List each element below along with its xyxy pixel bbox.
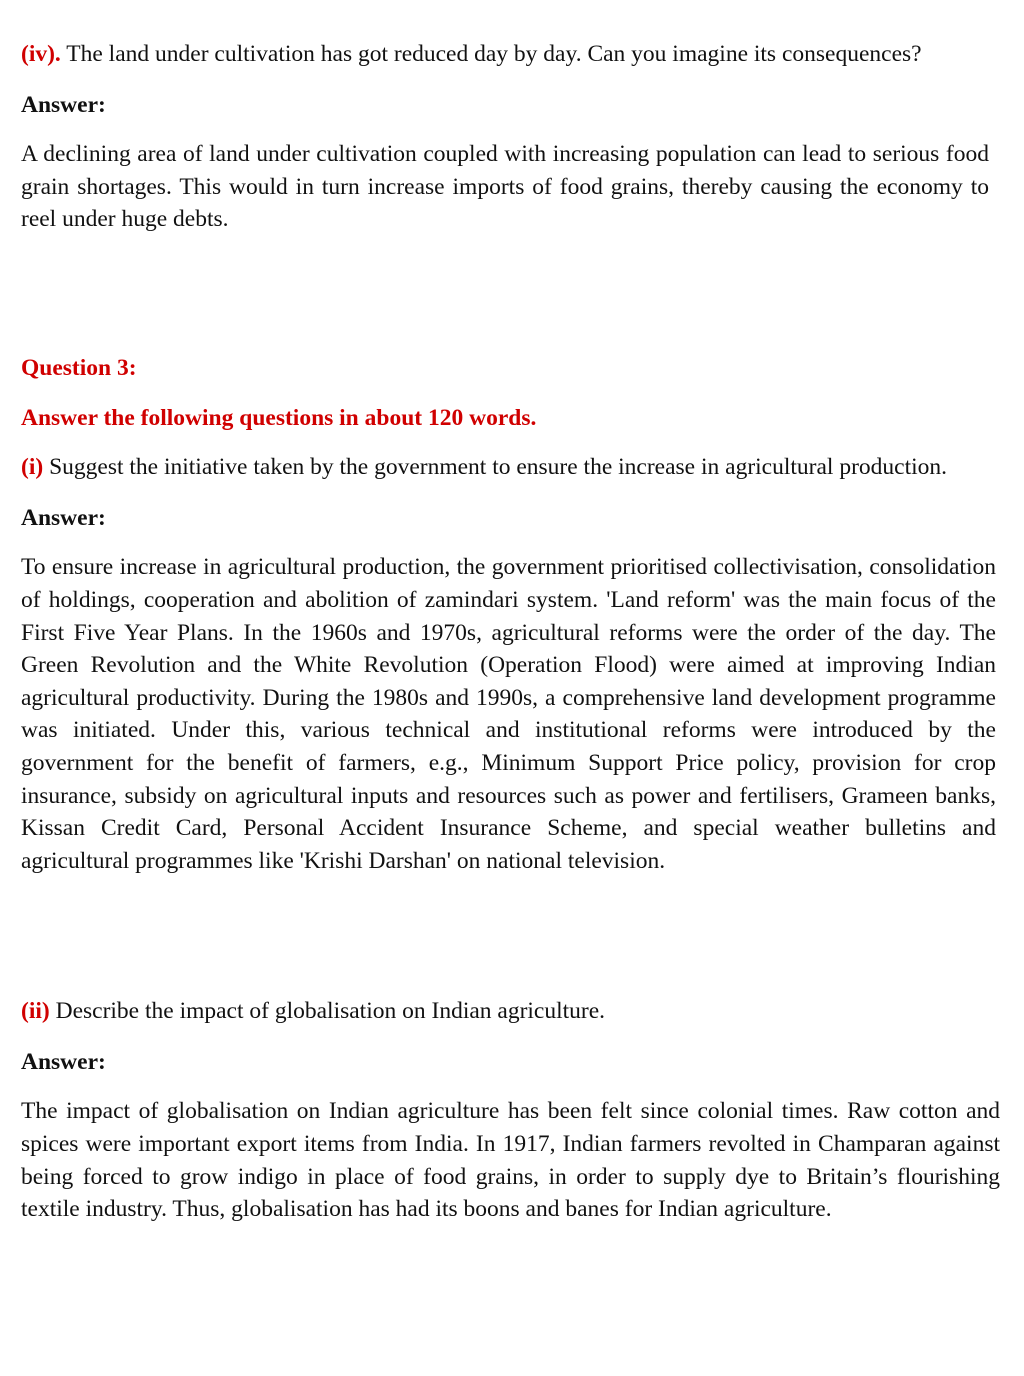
question-number: (iv). <box>21 41 61 67</box>
question-text: Describe the impact of globalisation on Indian agriculture. <box>49 998 606 1025</box>
answer-label: Answer: <box>21 1048 106 1075</box>
answer-label: Answer: <box>21 504 106 531</box>
question-ii <box>21 995 997 1028</box>
question-number: (ii) <box>21 998 50 1025</box>
answer-text: To ensure increase in agricultural production, the government prioritised collectivisation, consolidation of holdings, cooperation and abolition of zamindari system. 'Land reform' was the main focus of the First Five Year Plans. In the 1960s and 1970s, agricultural reforms were the order of the day. The Green Revolution and the White Revolution (Operation Flood) were aimed at improving Indian agricultural productivity. During the 1980s and 1990s, a comprehensive land development programme was initiated. Under this, various technical and institutional reforms were introduced by the government for the benefit of farmers, e.g., Minimum Support Price policy, provision for crop insurance, subsidy on agricultural inputs and resources such as power and fertilisers, Grameen banks, Kissan Credit Card, Personal Accident Insurance Scheme, and special weather bulletins and agricultural programmes like 'Krishi Darshan' on national television. <box>21 554 996 874</box>
answer-text: The impact of globalisation on Indian agriculture has been felt since colonial times. Raw cotton and spices were important export items from India. In 1917, Indian farmers revolted in Champaran against being forced to grow indigo in place of food grains, in order to supply dye to Britain’s flourishing textile industry. Thus, globalisation has had its boons and banes for Indian agriculture. <box>21 1098 1000 1223</box>
question-iv <box>21 38 997 71</box>
question-text: The land under cultivation has got reduced day by day. Can you imagine its consequences? <box>60 41 922 67</box>
answer-text: A declining area of land under cultivation coupled with increasing population can lead to serious food grain shortages. This would in turn increase imports of food grains, thereby causing the economy to reel under huge debts. <box>21 141 989 233</box>
answer-label: Answer: <box>21 91 106 118</box>
document-page <box>21 38 1000 1226</box>
question-instruction: Answer the following questions in about 120 words. <box>21 404 537 431</box>
question-title: Question 3: <box>21 354 137 381</box>
question-number: (i) <box>21 454 44 481</box>
question-i <box>21 451 992 484</box>
question-text: Suggest the initiative taken by the government to ensure the increase in agricultural production. <box>43 454 948 481</box>
